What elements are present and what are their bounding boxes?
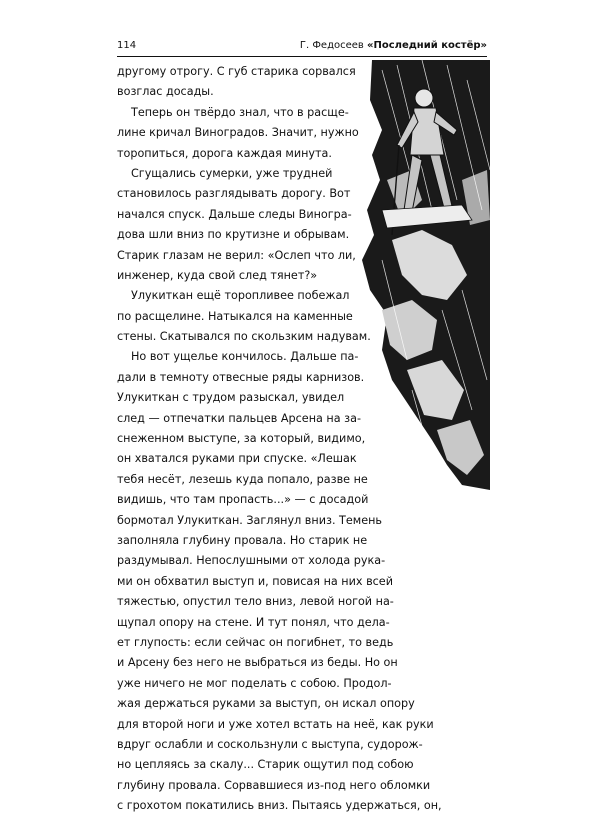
text-line: жая держаться руками за выступ, он искал опору (117, 697, 415, 711)
header-rule (117, 56, 487, 57)
running-head (300, 40, 487, 51)
text-line: он хватался руками при спуске. «Лешак (117, 452, 357, 466)
text-line: след — отпечатки пальцев Арсена на за- (117, 411, 361, 425)
text-line: дова шли вниз по крутизне и обрывам. (117, 228, 350, 242)
text-line: начался спуск. Дальше следы Виногра- (117, 207, 352, 221)
text-line: глубину провала. Сорвавшиеся из-под него обломки (117, 778, 431, 792)
text-line: видишь, что там пропасть...» — с досадой (117, 493, 369, 507)
text-line: ми он обхватил выступ и, повисая на них всей (117, 574, 393, 588)
text-line: Теперь он твёрдо знал, что в расще- (131, 105, 349, 119)
text-line: заполняла глубину провала. Но старик не (117, 533, 368, 547)
text-line: лине кричал Виноградов. Значит, нужно (117, 126, 359, 140)
text-line: Но вот ущелье кончилось. Дальше па- (131, 350, 359, 364)
text-line: Старик глазам не верил: «Ослеп что ли, (117, 248, 356, 262)
text-line: но цепляясь за скалу... Старик ощутил под собою (117, 758, 414, 772)
text-line: бормотал Улукиткан. Заглянул вниз. Темень (117, 513, 382, 527)
text-line: возглас досады. (117, 85, 214, 99)
text-line: для второй ноги и уже хотел встать на неё, как руки (117, 717, 434, 731)
text-line: вдруг ослабли и соскользнули с выступа, судорож- (117, 737, 423, 751)
text-line: инженер, куда свой след тянет?» (117, 268, 318, 282)
text-line: ет глупость: если сейчас он погибнет, то ведь (117, 635, 394, 649)
text-line: торопиться, дорога каждая минута. (117, 146, 332, 160)
book-title: «Последний костёр» (367, 40, 487, 51)
author-name: Г. Федосеев (299, 40, 364, 51)
text-line: и Арсену без него не выбраться из беды. Но он (117, 656, 398, 670)
text-line: щупал опору на стене. И тут понял, что дела- (117, 615, 390, 629)
text-line: Сгущались сумерки, уже трудней (131, 166, 333, 180)
text-line: тяжестью, опустил тело вниз, левой ногой на- (117, 595, 394, 609)
text-line: по расщелине. Натыкался на каменные (117, 309, 353, 323)
text-line: другому отрогу. С губ старика сорвался (117, 65, 356, 78)
text-line: с грохотом покатились вниз. Пытаясь удержаться, он, (117, 799, 442, 813)
text-line: снеженном выступе, за который, видимо, (117, 432, 366, 446)
text-line: тебя несёт, лезешь куда попало, разве не (117, 472, 368, 486)
text-line: раздумывал. Непослушными от холода рука- (117, 554, 386, 568)
text-line: дали в темноту отвесные ряды карнизов. (117, 370, 365, 384)
text-line: уже ничего не мог поделать с собою. Продол- (117, 676, 392, 690)
cliff-climber-illustration (352, 60, 490, 490)
text-line: стены. Скатывался по скользким надувам. (117, 330, 371, 344)
text-line: Улукиткан ещё торопливее побежал (131, 289, 350, 303)
text-line: становилось разглядывать дорогу. Вот (117, 187, 351, 201)
text-line: Улукиткан с трудом разыскал, увидел (117, 391, 345, 405)
page-number: 114 (117, 40, 137, 51)
